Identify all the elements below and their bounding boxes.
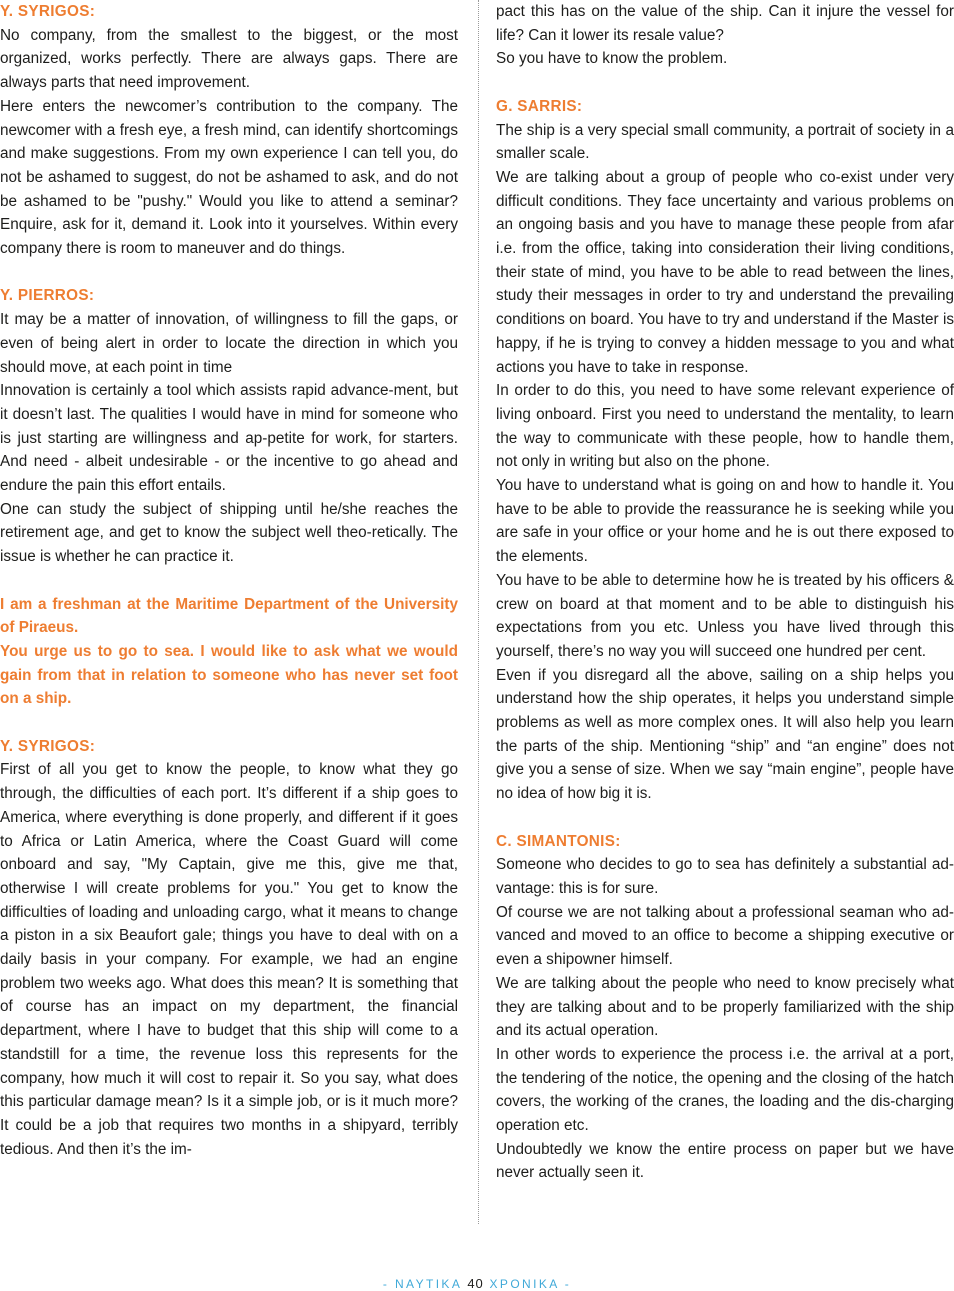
paragraph: No company, from the smallest to the biggest, or the most organized, works perfectly. There are always gaps. There are always parts that need improvement. (0, 26, 458, 92)
paragraph: Undoubtedly we know the entire process on paper but we have never actually seen it. (496, 1140, 954, 1182)
paragraph: Here enters the newcomer’s contribution to the company. The newcomer with a fresh eye, a fresh mind, can identify shortcomings and make suggestions. From my own experience I can tell you, do not be ashamed to suggest, do not be ashamed to ask, and do not be ashamed to be "pushy." Would you like to attend a seminar? Enquire, ask for it, demand it. Look into it yourselves. Within every company there is room to maneuver and do things. (0, 97, 458, 258)
paragraph: Someone who decides to go to sea has definitely a substantial ad-vantage: this is for sure. (496, 856, 954, 897)
column-divider (478, 0, 479, 1224)
paragraph: Even if you disregard all the above, sailing on a ship helps you understand how the ship operates, it helps you understand simple problems as well as more complex ones. It will also help you learn the parts of the ship. Mentioning “ship” and “an engine” does not give you a sense of size. When we say “main engine”, people have no idea of how big it is. (496, 666, 954, 803)
paragraph: pact this has on the value of the ship. Can it injure the vessel for life? Can it lower its resale value? (496, 3, 954, 44)
paragraph: In other words to experience the process i.e. the arrival at a port, the tendering of the notice, the opening and the closing of the hatch covers, the working of the cranes, the loading and the dis-charging operation etc. (496, 1045, 954, 1135)
paragraph: Of course we are not talking about a professional seaman who ad-vanced and moved to an office to become a shipping executive or even a shipowner himself. (496, 903, 954, 969)
footer-dash: - (382, 1277, 390, 1291)
paragraph: The ship is a very special small community, a portrait of society in a smaller scale. (496, 121, 954, 163)
paragraph: In order to do this, you need to have some relevant experience of living onboard. First you need to understand the mentality, to learn the way to communicate with these people, how to handle them, not only in writing but also on the phone. (496, 382, 954, 471)
paragraph: We are talking about a group of people who co-exist under very difficult conditions. They face uncertainty and various problems on an ongoing basis and you have to manage these people from afar i.e. from the office, taking into consideration their living conditions, their state of mind, you have to be able to read between the lines, study their messages in order to try and understand the prevailing conditions on board. You have to try and understand if the Master is happy, if he is trying to convey a hidden message to you and what actions you have to take in response. (496, 168, 954, 376)
paragraph: So you have to know the problem. (496, 50, 728, 68)
paragraph: It may be a matter of innovation, of willingness to fill the gaps, or even of being alert in order to locate the direction in which you should move, at each point in time (0, 311, 458, 376)
speaker-name: Y. SYRIGOS: (0, 3, 96, 20)
paragraph: First of all you get to know the people, to know what they go through, the difficulties of each port. It’s different if a ship goes to America, where everything is done properly, and different if it goes to Africa or Latin America, where the Coast Guard will come onboard and say, "My Captain, give me this, give me that, otherwise I will create problems for you." You get to know the difficulties of loading and unloading cargo, what it means to change a piston in a six Beaufort gale; things you have to deal with on a daily basis in your company. For example, we had an engine problem two weeks ago. What does this mean? It is something that of course has an impact on my department, the financial department, where I have to budget that this ship will come to a standstill for a time, the revenue loss this represents for the company, how much it will cost to repair it. So you say, what does this particular damage mean? Is it a simple job, or is it much more? It could be a job that requires two months in a shipyard, terribly tedious. And then it’s the im- (0, 761, 458, 1158)
footer-brand-left: ΝΑΥΤΙΚΑ (394, 1277, 462, 1291)
paragraph: We are talking about the people who need to know precisely what they are talking about and to be properly familiarized with the ship and its actual operation. (496, 974, 954, 1040)
speaker-name: Y. SYRIGOS: (0, 737, 96, 755)
left-column (0, 0, 458, 1161)
page-footer (0, 1276, 954, 1291)
footer-brand-right: ΧΡΟΝΙΚΑ (489, 1277, 560, 1291)
paragraph: You have to understand what is going on and how to handle it. You have to be able to provide the reassurance he is seeking while you are safe in your office or your home and he is out there exposed to the elements. (496, 477, 954, 566)
speaker-name: Y. PIERROS: (0, 287, 95, 305)
speaker-name: G. SARRIS: (496, 97, 583, 115)
question-text: You urge us to go to sea. I would like to ask what we would gain from that in relation to someone who has never set foot on a ship. (0, 642, 458, 708)
paragraph: You have to be able to determine how he is treated by his officers & crew on board at that moment and to be able to distinguish his expectations from you etc. Unless you have lived through this yourself, there’s no way you will succeed one hundred per cent. (496, 571, 954, 660)
speaker-name: C. SIMANTONIS: (496, 832, 621, 850)
paragraph: One can study the subject of shipping until he/she reaches the retirement age, and get to know the subject well theo-retically. The issue is whether he can practice it. (0, 500, 458, 566)
question-text: I am a freshman at the Maritime Department of the University of Piraeus. (0, 595, 458, 637)
page-number: 40 (467, 1276, 484, 1291)
footer-dash: - (564, 1277, 572, 1291)
paragraph: Innovation is certainly a tool which assists rapid advance-ment, but it doesn’t last. The qualities I would have in mind for someone who is just starting are willingness and ap-petite for work, for starters. And need - albeit undesirable - or the incentive to go ahead and endure the pain this effort entails. (0, 382, 458, 495)
right-column (496, 0, 954, 1185)
